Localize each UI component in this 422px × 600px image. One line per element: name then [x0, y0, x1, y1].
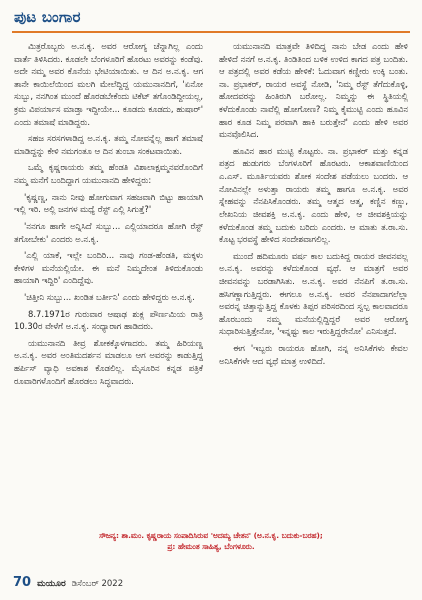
paragraph: ಮುಂದೆ ಹದಿಮೂರು ವರ್ಷ ಕಾಲ ಬದುಕಿದ್ದ ರಾಯರ ಜೀವನವಲ್ಲ ಅ.ನ.ಕೃ. ಅವರನ್ನು ಕಳೆದುಕೊಂಡ ವ್ಯಥೆ. ಆ ಮಾತ್ರಗೆ ಅವರ ಜೀವನವನ್ನು ಬರಡಾಗಿಸಿತು. ಅ.ನ.ಕೃ. ಅವರ ನೆನಪಿಗೆ ತ.ರಾ.ಸು. ಹಸಿಗಣ್ಣಾಗುತ್ತಿದ್ದರು. ಈಗಲೂ ಅ.ನ.ಕೃ. ಅವರ ನೆನಪಾದಾಗಲೆಲ್ಲಾ ಅವರನ್ನ ಚಿತ್ತಾನ್ನುತ್ತಿದ್ದ ಕೊಳಕು ತಿಪ್ಪರ ಪರಿಸರದಿಂದ ಸ್ವಲ್ಪ ಕಾಲವಾದರೂ ಹೊರಬಂದು ನಮ್ಮ ಮನೆಯಲ್ಲಿದ್ದಿದ್ದರೆ ಅವರ ಆರೋಗ್ಯ ಸುಧಾರಿಸುತ್ತಿತ್ತೇನೋ, 'ಇನ್ನಷ್ಟು ಕಾಲ ಇರುತ್ತಿದ್ದರೇನೋ' ಎನಿಸುತ್ತದೆ. [219, 250, 408, 337]
paragraph: 8.7.1971ರ ಗುರುವಾರ ಆಷಾಢ ಶುಕ್ಲ ಪೌರ್ಣಮಿಯ ರಾತ್ರಿ 10.30ರ ವೇಳೆಗೆ ಅ.ನ.ಕೃ. ಸಂಧ್ಯಾರಾಗ ಹಾಡಿದರು. [14, 308, 203, 332]
paragraph: ಯಮುನಾನದಿ ಮಾತ್ರವೇ ತಿಳಿದಿದ್ದ ನಾನು ಬೇಡ ಎಂದು ಹೇಳಿ ಹೇಳಿದೆ ನನಗೆ ಅ.ನ.ಕೃ. ತಿಂಡಿತಿಂದ ಬಳಿಕ ಉಳಿದ ಕಾಗದ ಪತ್ರ ಬಂದಿತು. ಆ ಪತ್ರದಲ್ಲಿ ಅವರ ಕಡೆಯ ಹೇಳಿಕೆ: ಓದುವಾಗ ಕಣ್ಣೀರು ಉಕ್ಕಿ ಬಂತು. ನಾ. ಪ್ರಭಾಕರ್, ರಾಯರ ಅವಸ್ಥೆ ನೋಡಿ, 'ನಿಮ್ಮ ರೆಸ್ಟ್ ತೆಗೆದುಕೊಳ್ಳಿ, ಹೋದವರನ್ನು ಹಿಂತಿರುಗಿ ಬರೋಲ್ಲ. ನಿಮ್ಮನ್ನು ಈ ಸ್ಥಿತಿಯಲ್ಲಿ ಕಳೆದುಕೊಂಡು ನಾವೆಲ್ಲಿ ಹೋಗೋಣ? ನಿಮ್ಮ ಕೈಮುಟ್ಟಿ ಎಂದು ಹೂವಿನ ಹಾರ ಕೂಡ ನಿಮ್ಮ ಪರವಾಗಿ ಹಾಕಿ ಬರುತ್ತೇನೆ' ಎಂದು ಹೇಳಿ ಅವರ ಮನವೊಲಿಸಿದ. [219, 41, 408, 140]
paragraph: 'ಚಿತ್ತೀನಿ ಸುಬ್ಬು... ಖಂಡಿತ ಬರ್ತೀನಿ' ಎಂದು ಹೇಳಿದ್ದರು ಅ.ನ.ಕೃ. [24, 291, 195, 302]
paragraph: ಈಗ 'ಇಬ್ಬರು ರಾಯರೂ ಹೋಗಿ, ನನ್ನ ಅನಿಸಿಕೆಗಳು ಕೇವಲ ಅನಿಸಿಕೆಗಳೇ ಆದ ವ್ಯಥೆ ಮಾತ್ರ ಉಳಿದಿದೆ. [219, 343, 408, 366]
article-body [14, 40, 408, 524]
credit-line: ಪ್ರ: ಹೇಮಂತ ಸಾಹಿತ್ಯ, ಬೆಂಗಳೂರು. [167, 542, 255, 552]
source-credit [12, 530, 410, 553]
right-column [219, 40, 408, 524]
paragraph: 'ಎಲ್ಲಿ ಯಾಕೆ, ಇಲ್ಲೇ ಬಂದಿರಿ... ನಾವು ಗಂಡ-ಹೆಂಡತಿ, ಮಕ್ಕಳು ಕೇಳಿಗಳ ಮನೆಯಲ್ಲಿಯೇ. ಈ ಮನೆ ನಿಮ್ಮದೇಂತ ತಿಳಿದುಕೊಂಡು ಹಾಯಾಗಿ ಇದ್ದಿರಿ' ಎಂದಿದ್ದೆವು. [14, 250, 203, 286]
paragraph: ಯಮುನಾನದಿ ತೀವ್ರ ಶೋಕಕ್ಕೊಳಗಾದರು. ತಮ್ಮ ಹಿರಿಯಣ್ಣ ಅ.ನ.ಕೃ. ಅವರ ಅಂತಿಮದರ್ಶನ ಮಾಡಲೂ ಆಗ ಅವರನ್ನು ಕಾಡುತ್ತಿದ್ದ ಹರ್ಪಿಸ್ ವ್ಯಾಧಿ ಅವಕಾಶ ಕೊಡಲಿಲ್ಲ. ಮೈಸೂರಿನ ಕನ್ನಡ ಪತ್ರಿಕೆ ರೂವಾರಿಗಳೊಂದಿಗೆ ಹೊರಡಲು ಸಿದ್ಧವಾದರು. [14, 337, 203, 386]
header-rule [12, 31, 410, 33]
page-number: 70 [13, 575, 32, 590]
left-column [14, 40, 203, 524]
paragraph: 'ಕೃಷ್ಣಣ್ಣ, ನಾನು ನೀವು ಹೋಗುವಾಗ ಸಹಜವಾಗಿ ಬಿಟ್ಟು ಹಾಯಾಗಿ ಇಲ್ಲಿ ಇರಿ. ಅಲ್ಲಿ ಜನಗಳ ಮಧ್ಯೆ ರೆಸ್ಟ್ ಎಲ್ಲಿ ಸಿಗುತ್ತೆ?' [14, 191, 203, 215]
paragraph: ಹೂವಿನ ಹಾರ ಮುಟ್ಟಿ ಕೊಟ್ಟರು. ನಾ. ಪ್ರಭಾಕರ್ ಮತ್ತು ಕನ್ನಡ ಪತ್ರದ ಹುಡುಗರು ಬೆಂಗಳೂರಿಗೆ ಹೊರಟರು. ಆಕಾಶವಾಣಿಯಿಂದ ಎ.ಎಸ್. ಮೂರ್ತಿಯವರು ಶೋಕ ಸಂದೇಶ ಪಡೆಯಲು ಬಂದರು. ಆ ನೋವಿನಲ್ಲೇ ಅಳುತ್ತಾ ರಾಯರು ತಮ್ಮ ಹಾಗೂ ಅ.ನ.ಕೃ. ಅವರ ಸ್ನೇಹವನ್ನು ನೆನಪಿಸಿಕೊಂಡರು. ತಮ್ಮ ಆತ್ಮದ ಆತ್ಮ, ಕಣ್ಣಿನ ಕಣ್ಣು, ಲೇಖನಿಯ ಜೀವಶಕ್ತಿ ಅ.ನ.ಕೃ. ಎಂದು ಹೇಳಿ, ಆ ಜೀವಶಕ್ತಿಯನ್ನು ಕಳೆದುಕೊಂಡ ತಮ್ಮ ಬದುಕು ಬರಿದು ಎಂದರು. ಆ ಮಾತು ತ.ರಾ.ಸು. ಕೊಟ್ಟ ಭರವಸ್ಥೆ ಹೇಳಿದ ಸಂದೇಶವಾಗಲಿಲ್ಲ. [219, 145, 408, 245]
paragraph: ಮಿತ್ರರೊಬ್ಬರು ಅ.ನ.ಕೃ. ಅವರ ಆರೋಗ್ಯ ಚೆನ್ನಾಗಿಲ್ಲ ಎಂದು ವಾರ್ತೆ ತಿಳಿಸಿದರು. ಕೂಡಲೇ ಬೆಂಗಳೂರಿಗೆ ಹೊರಟು ಅವರನ್ನು ಕಂಡೆವು. ಅದೇ ನಮ್ಮ ಅವರ ಕೊನೆಯ ಭೇಟಿಯಾಯಿತು. ಆ ದಿನ ಅ.ನ.ಕೃ. ಆಗ ತಾನೇ ಕಾಯಿಲೆಯಿಂದ ಮಲಗಿ ಮೇಲೆದ್ದಿದ್ದ ಯಮುನಾನದಿಗೆ, 'ಏನೋ ಸುಬ್ಬು, ನನಗಿಂತ ಮುಂದೆ ಹೊರಡಬೇಕೆಂದು ಟಿಕೆಟ್ ತಗೊಂಡಿದ್ದೀಯಲ್ಲ, ಕ್ರಮ ವಿಪರ್ಯಾಸ ಮಾಡ್ತಾ ಇದ್ದೀಯೇ... ಕೂಡದು ಕೂಡದು, ಹುಷಾರ್' ಎಂದು ತಮಾಷೆ ಮಾಡಿದ್ದರು. [14, 41, 203, 127]
credit-line: ಸೌಜನ್ಯ: ಶಾ.ಮಂ. ಕೃಷ್ಣರಾಯ ಸಂಪಾದಿಸಿರುವ 'ಅದಮ್ಯ ಚೇತನ' (ಅ.ನ.ಕೃ. ಬದುಕು-ಬರಹ); [99, 531, 323, 540]
paragraph: ಒಮ್ಮೆ ಕೃಷ್ಣರಾಯರು ತಮ್ಮ ಹೆಂಡತಿ ವಿಶಾಲಾಕ್ಷಮ್ಮನವರೊಂದಿಗೆ ನಮ್ಮ ಮನೆಗೆ ಬಂದಿದ್ದಾಗ ಯಮುನಾನದಿ ಹೇಳಿದ್ದರು: [14, 162, 203, 186]
magazine-name: ಮಯೂರ [37, 579, 66, 589]
page-footer [13, 575, 123, 590]
issue-date: ಡಿಸೆಂಬರ್ 2022 [71, 579, 124, 589]
section-title: ಪುಟ ಬಂಗಾರ [14, 8, 81, 26]
paragraph: ಸಹಜ ಸರಸಗಳಾಡಿದ್ದ ಅ.ನ.ಕೃ. ತಮ್ಮ ನೋವನ್ನೆಲ್ಲ ಹಾಗೆ ತಮಾಷೆ ಮಾಡಿದ್ದನ್ನು ಕೇಳಿ ನಮಗಂತೂ ಆ ದಿನ ತುಂಬಾ ಸಂಕಟವಾಯಿತು. [14, 133, 203, 156]
paragraph: 'ನನಗೂ ಹಾಗೇ ಅನ್ನಿಸಿದೆ ಸುಬ್ಬು... ಎಲ್ಲಿಯಾದರೂ ಹೋಗಿ ರೆಸ್ಟ್ ತಗೋಬೇಕು' ಎಂದರು ಅ.ನ.ಕೃ. [14, 220, 203, 244]
